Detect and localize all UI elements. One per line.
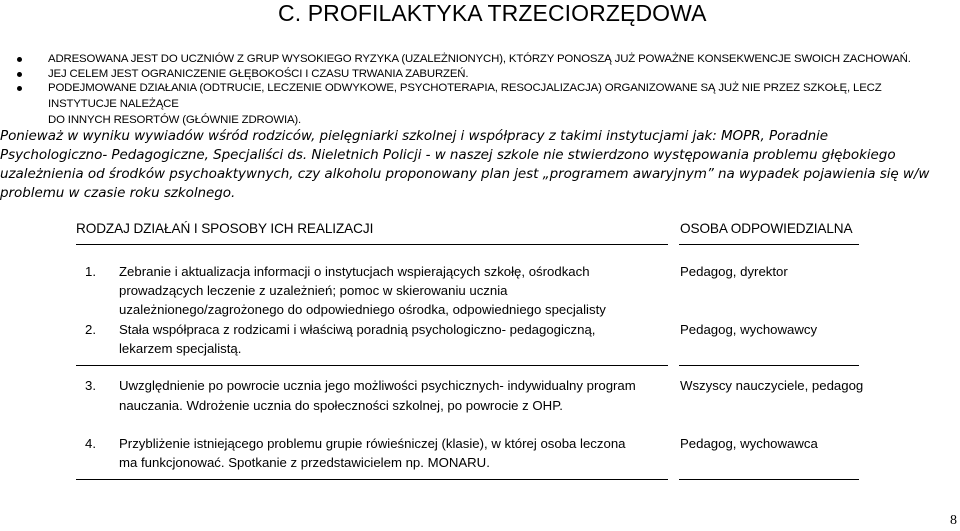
row-number: 1. bbox=[85, 264, 96, 279]
intro-paragraph bbox=[0, 127, 955, 203]
bullet-dot-icon bbox=[17, 57, 22, 62]
bullet-text: ADRESOWANA JEST DO UCZNIÓW Z GRUP WYSOKIEGO RYZYKA (UZALEŻNIONYCH), KTÓRZY PONOSZĄ JUŻ POWAŻNE KONSEKWENCJE SWOICH ZACHOWAŃ. bbox=[48, 53, 911, 65]
row-number: 3. bbox=[85, 378, 96, 393]
paragraph-line: Psychologiczno- Pedagogiczne, Specjaliści ds. Nieletnich Policji - w naszej szkole nie stwierdzono występowania problemu głębokiego bbox=[0, 147, 896, 163]
row-action-line: Przybliżenie istniejącego problemu grupie rówieśniczej (klasie), w której osoba leczona bbox=[119, 436, 626, 451]
row-rule-left bbox=[76, 365, 668, 366]
paragraph-line: Ponieważ w wyniku wywiadów wśród rodziców, pielęgniarki szkolnej i współpracy z takimi instytucjami jak: MOPR, Poradnie bbox=[0, 128, 829, 144]
row-action-line: prowadzących leczenie z uzależnień; pomoc w skierowaniu ucznia bbox=[119, 283, 508, 298]
paragraph-line: problemu w czasie roku szkolnego. bbox=[0, 185, 236, 201]
row-number: 4. bbox=[85, 436, 96, 451]
bullet-item bbox=[48, 80, 948, 128]
bullet-text: JEJ CELEM JEST OGRANICZENIE GŁĘBOKOŚCI I CZASU TRWANIA ZABURZEŃ. bbox=[48, 68, 469, 80]
bullet-dot-icon bbox=[17, 86, 22, 91]
row-action-line: ma funkcjonować. Spotkanie z przedstawicielem np. MONARU. bbox=[119, 455, 490, 470]
row-responsible: Pedagog, wychowawca bbox=[680, 436, 818, 451]
footer-rule-right bbox=[679, 479, 859, 480]
header-rule-left bbox=[76, 244, 668, 245]
row-responsible: Wszyscy nauczyciele, pedagog bbox=[680, 378, 864, 393]
bullet-item bbox=[48, 51, 948, 67]
header-rule-right bbox=[679, 244, 859, 245]
row-action-line: nauczania. Wdrożenie ucznia do społeczności szkolnej, po powrocie z OHP. bbox=[119, 398, 563, 413]
bullet-text: DO INNYCH RESORTÓW (GŁÓWNIE ZDROWIA). bbox=[48, 114, 302, 126]
row-action-line: uzależnionego/zagrożonego do odpowiedniego ośrodka, odpowiedniego specjalisty bbox=[119, 302, 606, 317]
row-action-line: lekarzem specjalistą. bbox=[119, 341, 242, 356]
bullet-text: PODEJMOWANE DZIAŁANIA (ODTRUCIE, LECZENIE ODWYKOWE, PSYCHOTERAPIA, RESOCJALIZACJA) ORGANIZOWANE SĄ JUŻ NIE PRZEZ SZKOŁĘ, LECZ INSTYTUCJE NALEŻĄCE bbox=[48, 82, 882, 110]
header-responsible: OSOBA ODPOWIEDZIALNA bbox=[680, 221, 853, 236]
page-number: 8 bbox=[950, 513, 957, 528]
header-actions: RODZAJ DZIAŁAŃ I SPOSOBY ICH REALIZACJI bbox=[76, 221, 374, 236]
row-responsible: Pedagog, dyrektor bbox=[680, 264, 788, 279]
row-rule-right bbox=[679, 365, 859, 366]
row-action-line: Uwzględnienie po powrocie ucznia jego możliwości psychicznych- indywidualny program bbox=[119, 378, 636, 393]
page-title: C. PROFILAKTYKA TRZECIORZĘDOWA bbox=[278, 0, 707, 26]
row-action-line: Stała współpraca z rodzicami i właściwą poradnią psychologiczno- pedagogiczną, bbox=[119, 322, 596, 337]
row-number: 2. bbox=[85, 322, 96, 337]
row-action-line: Zebranie i aktualizacja informacji o instytucjach wspierających szkołę, ośrodkach bbox=[119, 264, 590, 279]
footer-rule-left bbox=[76, 479, 668, 480]
paragraph-line: uzależnienia od środków psychoaktywnych, czy alkoholu proponowany plan jest „programem awaryjnym” na wypadek pojawienia się w/w bbox=[0, 166, 930, 182]
bullet-dot-icon bbox=[17, 72, 22, 77]
row-responsible: Pedagog, wychowawcy bbox=[680, 322, 818, 337]
